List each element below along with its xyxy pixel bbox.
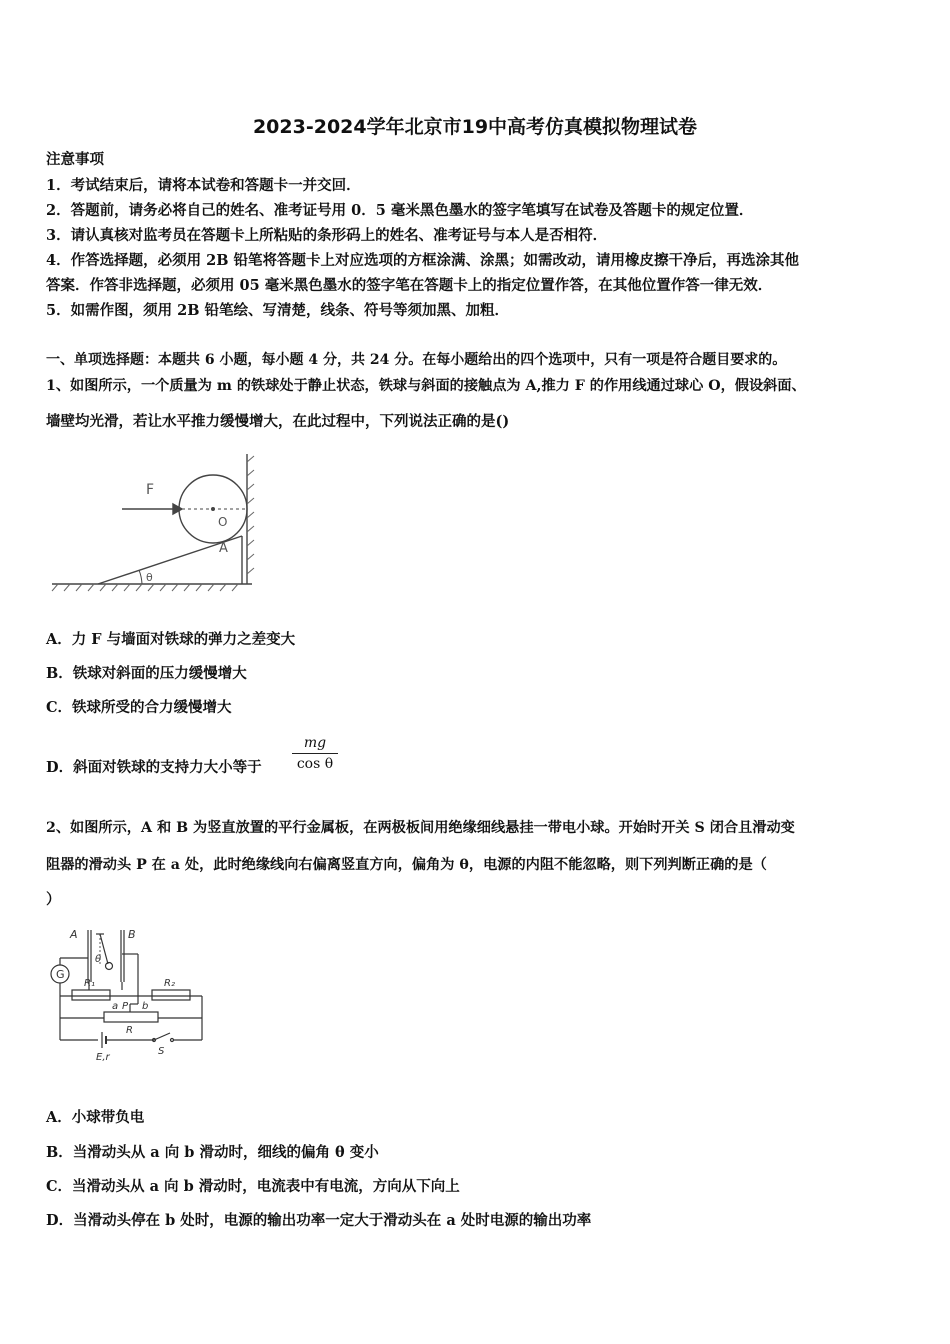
- q1-option-d: D．斜面对铁球的支持力大小等于: [46, 759, 262, 776]
- label-b: b: [142, 1001, 149, 1012]
- charged-ball: [106, 963, 113, 970]
- q2-stem-line3: ）: [46, 891, 61, 908]
- label-r2: R₂: [164, 978, 175, 989]
- label-plate-a: A: [70, 928, 78, 941]
- pendulum-thread: [100, 934, 108, 964]
- center-dot: [211, 507, 215, 511]
- q2-circuit-figure: [44, 924, 214, 1064]
- q2-stem-line2: 阻器的滑动头 P 在 a 处，此时绝缘线向右偏离竖直方向，偏角为 θ，电源的内阻不能忽略，则下列判断正确的是（: [46, 857, 767, 873]
- q2-option-b: B．当滑动头从 a 向 b 滑动时，细线的偏角 θ 变小: [46, 1144, 379, 1161]
- q2-stem-line1: 2、如图所示，A 和 B 为竖直放置的平行金属板，在两极板间用绝缘细线悬挂一带电小球。开始时开关 S 闭合且滑动变: [46, 820, 795, 836]
- label-o: O: [218, 515, 228, 529]
- q2-option-d: D．当滑动头停在 b 处时，电源的输出功率一定大于滑动头在 a 处时电源的输出功率: [46, 1212, 592, 1229]
- q1-figure: [46, 448, 261, 598]
- fraction-numerator: mg: [292, 735, 338, 754]
- notice-item-4-cont: 答案．作答非选择题，必须用 05 毫米黑色墨水的签字笔在答题卡上的指定位置作答，在其他位置作答一律无效．: [46, 277, 773, 294]
- notice-item-5: 5．如需作图，须用 2B 铅笔绘、写清楚，线条、符号等须加黑、加粗．: [46, 302, 510, 319]
- theta-arc: [139, 570, 142, 584]
- page-title: 2023-2024学年北京市19中高考仿真模拟物理试卷: [252, 116, 698, 138]
- notice-item-3: 3．请认真核对监考员在答题卡上所粘贴的条形码上的姓名、准考证号与本人是否相符．: [46, 227, 608, 244]
- notice-heading: 注意事项: [46, 151, 104, 168]
- q1-option-d-fraction: [292, 735, 338, 772]
- label-theta: θ: [146, 571, 153, 584]
- label-plate-b: B: [128, 928, 136, 941]
- q2-option-c: C．当滑动头从 a 向 b 滑动时，电流表中有电流，方向从下向上: [46, 1178, 460, 1195]
- section-heading: 一、单项选择题：本题共 6 小题，每小题 4 分，共 24 分。在每小题给出的四个选项中，只有一项是符合题目要求的。: [46, 352, 787, 368]
- q1-option-c: C．铁球所受的合力缓慢增大: [46, 699, 232, 716]
- label-r: R: [126, 1025, 133, 1036]
- rheostat-r: [104, 1012, 158, 1022]
- label-g: G: [56, 968, 65, 981]
- notice-item-1: 1．考试结束后，请将本试卷和答题卡一并交回．: [46, 177, 361, 194]
- q2-option-a: A．小球带负电: [46, 1109, 145, 1126]
- label-a: A: [219, 541, 228, 556]
- resistor-r1: [72, 990, 110, 1000]
- label-er: E,r: [96, 1052, 110, 1063]
- label-theta: θ: [95, 954, 102, 965]
- switch-s: [154, 1033, 170, 1040]
- q1-option-a: A．力 F 与墙面对铁球的弹力之差变大: [46, 631, 296, 648]
- fraction-denominator: cos θ: [296, 756, 334, 772]
- notice-item-2: 2．答题前，请务必将自己的姓名、准考证号用 0．5 毫米黑色墨水的签字笔填写在试卷及答题卡的规定位置．: [46, 202, 754, 219]
- q1-stem-line2: 墙壁均光滑，若让水平推力缓慢增大，在此过程中，下列说法正确的是(): [46, 413, 510, 430]
- label-s: S: [158, 1046, 165, 1057]
- force-arrow: [173, 504, 182, 514]
- label-r1: R₁: [84, 978, 95, 989]
- label-a: a: [112, 1001, 119, 1012]
- label-p: P: [122, 1001, 129, 1012]
- notice-item-4: 4．作答选择题，必须用 2B 铅笔将答题卡上对应选项的方框涂满、涂黑；如需改动，请用橡皮擦干净后，再选涂其他: [46, 252, 800, 269]
- q1-option-b: B．铁球对斜面的压力缓慢增大: [46, 665, 247, 682]
- resistor-r2: [152, 990, 190, 1000]
- q1-stem-line1: 1、如图所示，一个质量为 m 的铁球处于静止状态，铁球与斜面的接触点为 A,推力 F 的作用线通过球心 O，假设斜面、: [46, 378, 806, 394]
- label-f: F: [146, 482, 155, 498]
